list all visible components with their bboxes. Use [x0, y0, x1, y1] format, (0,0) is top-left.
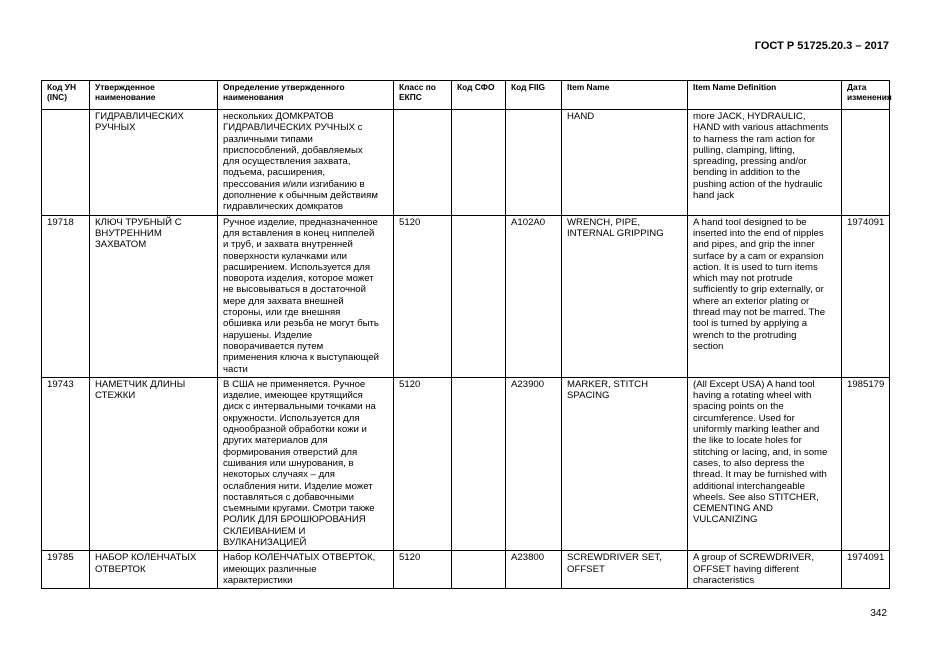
cell-item-name-definition: A group of SCREWDRIVER, OFFSET having different characteristics	[688, 551, 842, 589]
cell-sfo-code	[452, 377, 506, 550]
header-change-date: Дата изменения	[842, 81, 890, 110]
cell-inc	[42, 110, 90, 216]
header-approved-definition: Определение утвержденного наименования	[218, 81, 394, 110]
cell-fiig-code: A23900	[506, 377, 562, 550]
cell-item-name-definition: (All Except USA) A hand tool having a rotating wheel with spacing points on the circumference. Used for uniformly marking leather and the like to locate holes for stitching or lacing, and, in some cases, to also depress the thread. It may be furnished with additional interchangeable wheels. See also STITCHER, CEMENTING AND VULCANIZING	[688, 377, 842, 550]
table-header-row	[42, 81, 890, 110]
cell-approved-definition: Набор КОЛЕНЧАТЫХ ОТВЕРТОК, имеющих различные характеристики	[218, 551, 394, 589]
cell-ekps-class: 5120	[394, 551, 452, 589]
cell-item-name: WRENCH, PIPE, INTERNAL GRIPPING	[562, 215, 688, 377]
page-number: 342	[870, 608, 887, 619]
cell-change-date: 1974091	[842, 215, 890, 377]
cell-approved-definition: В США не применяется. Ручное изделие, имеющее крутящийся диск с интервальными точками на окружности. Используется для однообразной обработки кожи и других материалов для формирования отверстий для сшивания или шнурования, в некоторых случаях – для ослабления нити. Изделие может поставляться с добавочными съемными кругами. Смотри также РОЛИК ДЛЯ БРОШЮРОВАНИЯ СКЛЕИВАНИЕМ И ВУЛКАНИЗАЦИЕЙ	[218, 377, 394, 550]
cell-fiig-code	[506, 110, 562, 216]
cell-ekps-class: 5120	[394, 215, 452, 377]
cell-inc: 19743	[42, 377, 90, 550]
cell-approved-name: КЛЮЧ ТРУБНЫЙ С ВНУТРЕННИМ ЗАХВАТОМ	[90, 215, 218, 377]
table-row	[42, 551, 890, 589]
items-table	[41, 80, 890, 589]
cell-item-name-definition: more JACK, HYDRAULIC, HAND with various attachments to harness the ram action for pulling, clamping, lifting, spreading, pressing and/or bending in addition to the pushing action of the hydraulic hand jack	[688, 110, 842, 216]
header-item-name: Item Name	[562, 81, 688, 110]
cell-item-name-definition: A hand tool designed to be inserted into the end of nipples and pipes, and grip the inner surface by a cam or expansion action. It is used to turn items which may not protrude sufficiently to grip externally, or where an exterior plating or thread may not be marred. The tool is turned by applying a wrench to the protruding section	[688, 215, 842, 377]
table-row	[42, 377, 890, 550]
header-sfo-code: Код СФО	[452, 81, 506, 110]
cell-fiig-code: A102A0	[506, 215, 562, 377]
cell-change-date: 1985179	[842, 377, 890, 550]
cell-approved-name: ГИДРАВЛИЧЕСКИХ РУЧНЫХ	[90, 110, 218, 216]
cell-change-date: 1974091	[842, 551, 890, 589]
cell-inc: 19785	[42, 551, 90, 589]
header-approved-name: Утвержденное наименование	[90, 81, 218, 110]
cell-approved-name: НАБОР КОЛЕНЧАТЫХ ОТВЕРТОК	[90, 551, 218, 589]
cell-approved-name: НАМЕТЧИК ДЛИНЫ СТЕЖКИ	[90, 377, 218, 550]
cell-fiig-code: A23800	[506, 551, 562, 589]
cell-inc: 19718	[42, 215, 90, 377]
header-fiig-code: Код FIIG	[506, 81, 562, 110]
cell-item-name: SCREWDRIVER SET, OFFSET	[562, 551, 688, 589]
cell-sfo-code	[452, 110, 506, 216]
header-inc: Код УН (INC)	[42, 81, 90, 110]
header-ekps-class: Класс по ЕКПС	[394, 81, 452, 110]
cell-item-name: MARKER, STITCH SPACING	[562, 377, 688, 550]
cell-approved-definition: Ручное изделие, предназначенное для вставления в конец ниппелей и труб, и захвата внутренней поверхности кулачками или расширением. Используется для поворота изделия, которое может не высовываться в достаточной мере для захвата внешней стороны, или где внешняя обшивка или резьба не могут быть нарушены. Изделие поворачивается путем применения ключа к выступающей части	[218, 215, 394, 377]
cell-ekps-class: 5120	[394, 377, 452, 550]
table-row	[42, 110, 890, 216]
cell-sfo-code	[452, 551, 506, 589]
document-title: ГОСТ Р 51725.20.3 – 2017	[754, 40, 889, 52]
cell-item-name: HAND	[562, 110, 688, 216]
cell-ekps-class	[394, 110, 452, 216]
cell-sfo-code	[452, 215, 506, 377]
cell-approved-definition: нескольких ДОМКРАТОВ ГИДРАВЛИЧЕСКИХ РУЧНЫХ с различными типами приспособлений, добавляемых для осуществления захвата, подъема, расширения, прессования и/или изгибанию в дополнение к обычным действиям гидравлических домкратов	[218, 110, 394, 216]
cell-change-date	[842, 110, 890, 216]
table-row	[42, 215, 890, 377]
header-item-name-definition: Item Name Definition	[688, 81, 842, 110]
